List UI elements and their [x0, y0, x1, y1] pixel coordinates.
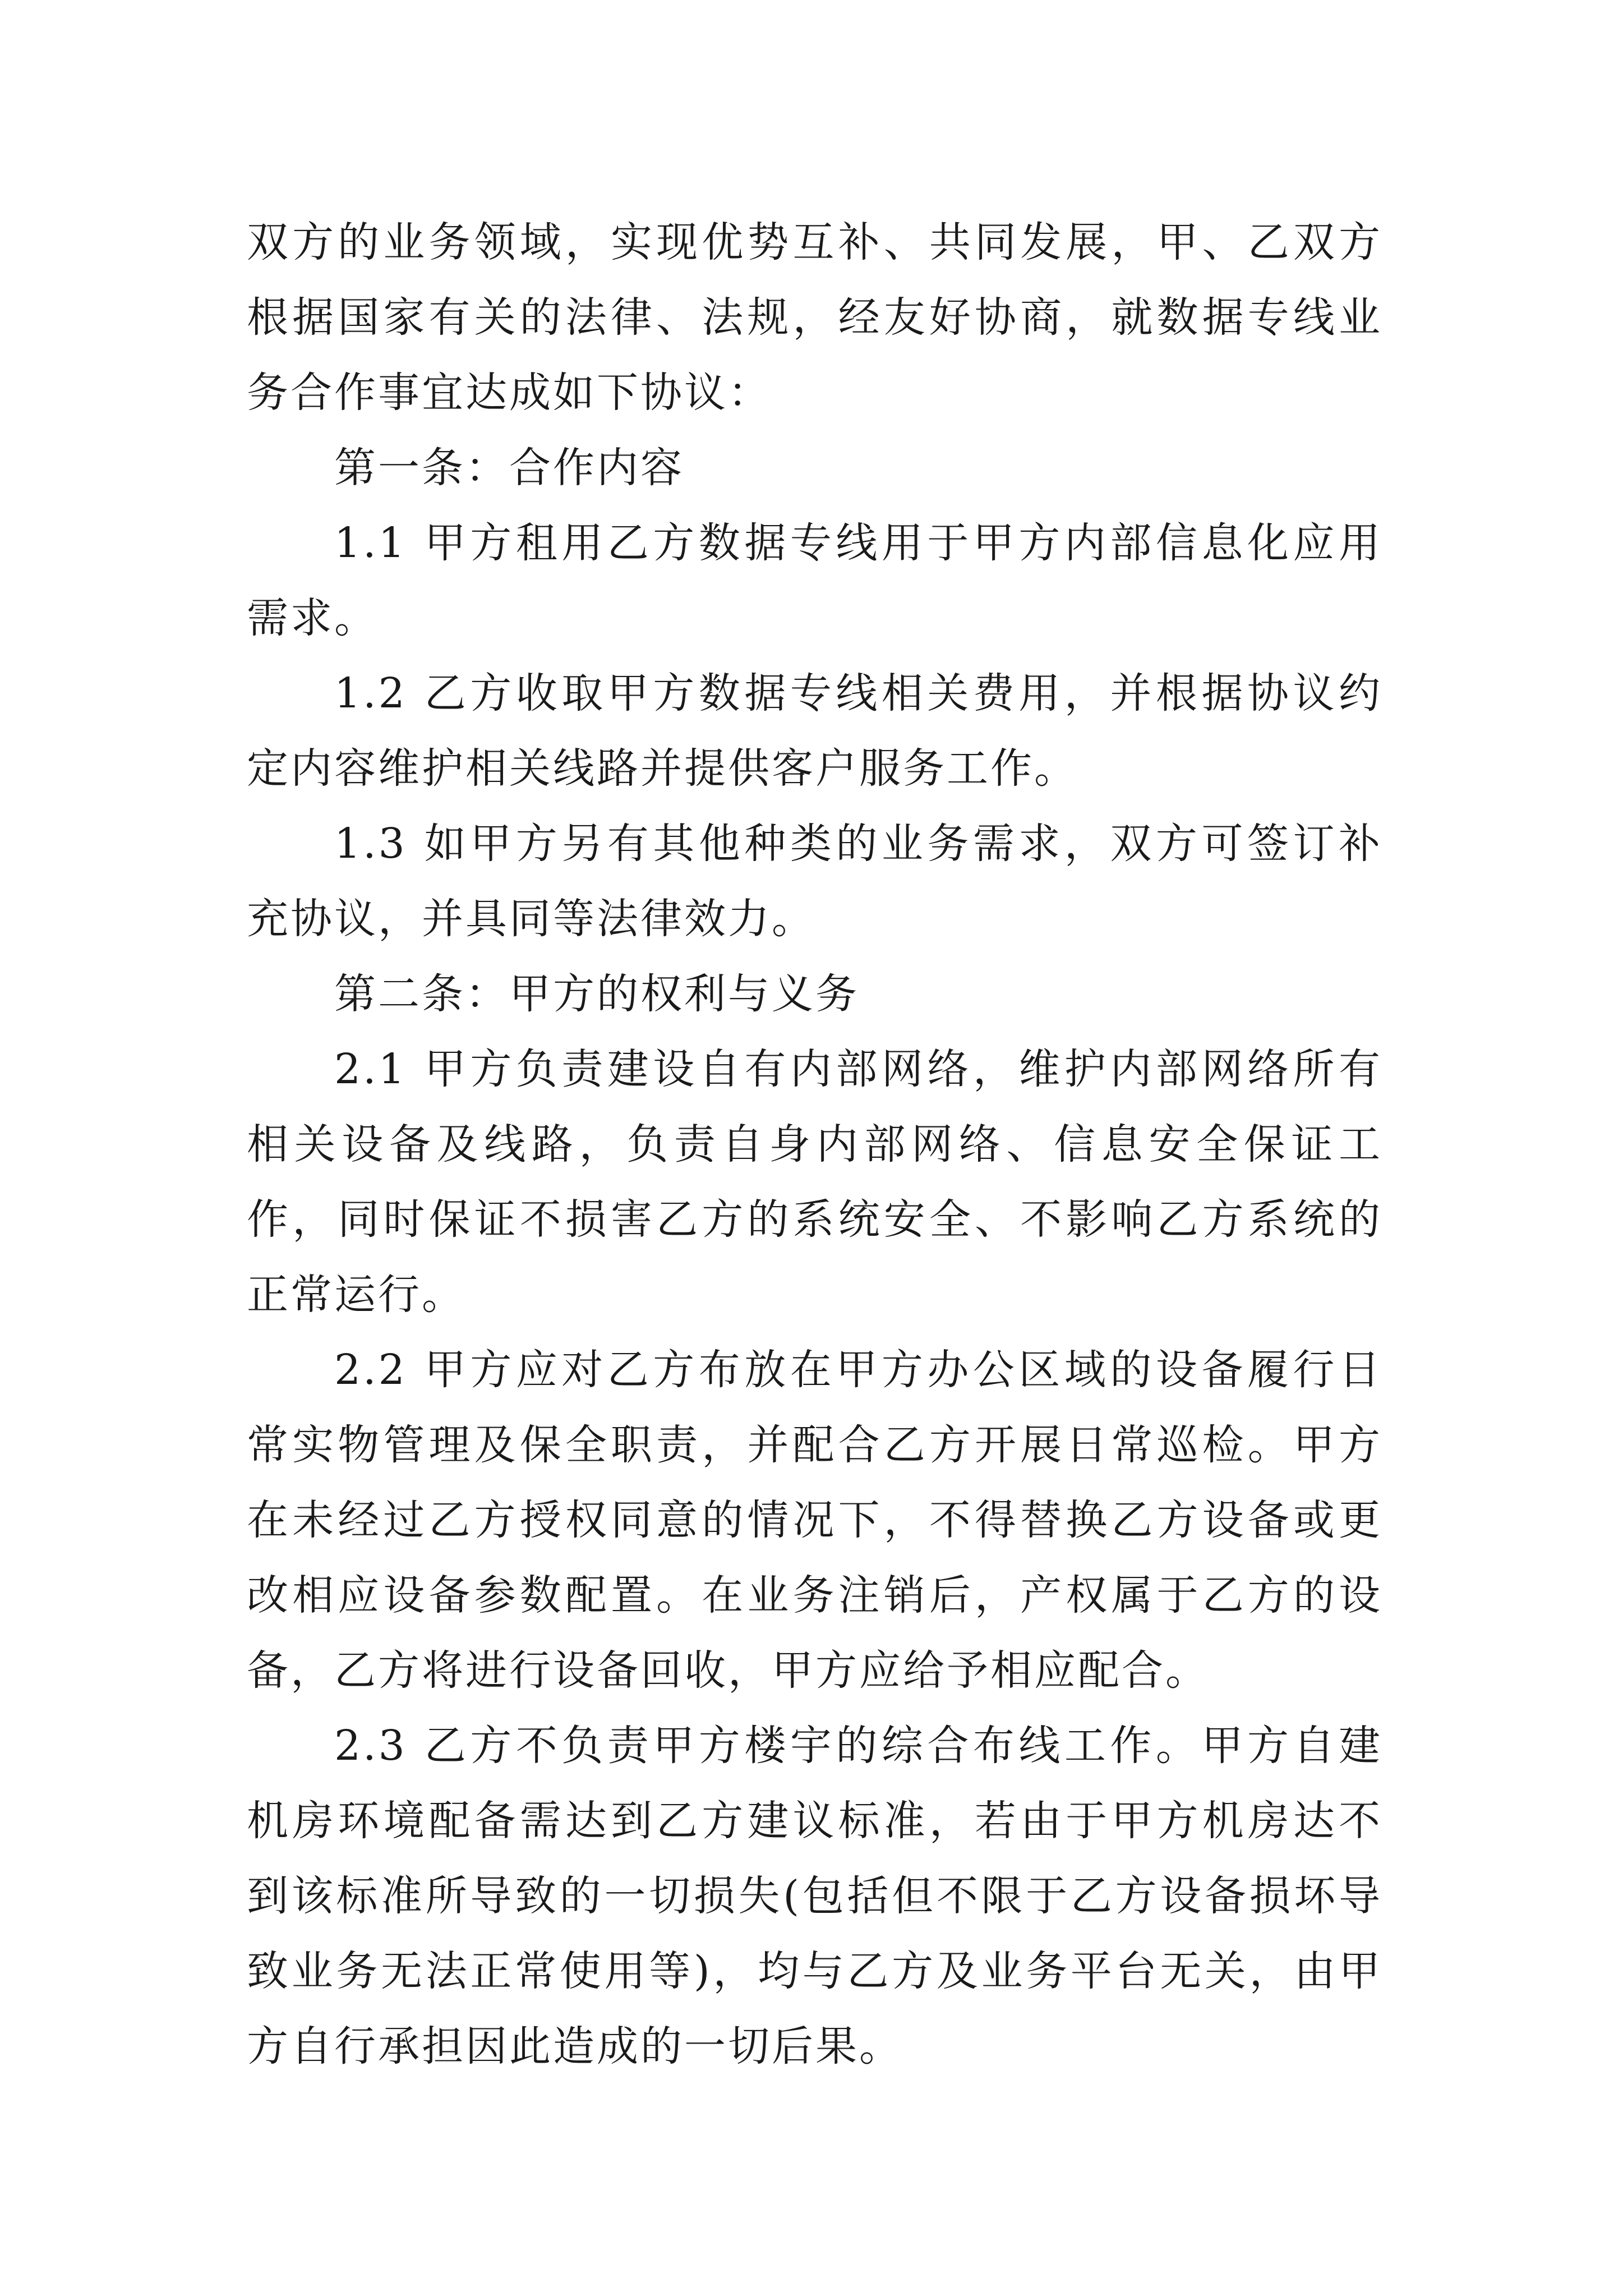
article-1-heading: 第一条：合作内容: [334, 444, 684, 492]
clause-1-1: 1.1 甲方租用乙方数据专线用于甲方内部信息化应用需求。: [247, 519, 1382, 642]
paragraph-intro-continuation: 双方的业务领域，实现优势互补、共同发展，甲、乙双方根据国家有关的法律、法规，经友好协商，就数据专线业务合作事宜达成如下协议：: [247, 218, 1382, 417]
clause-2-1: 2.1 甲方负责建设自有内部网络，维护内部网络所有相关设备及线路，负责自身内部网络、信息安全保证工作，同时保证不损害乙方的系统安全、不影响乙方系统的正常运行。: [247, 1045, 1382, 1319]
clause-1-3: 1.3 如甲方另有其他种类的业务需求，双方可签订补充协议，并具同等法律效力。: [247, 820, 1382, 943]
clause-2-3: 2.3 乙方不负责甲方楼宇的综合布线工作。甲方自建机房环境配备需达到乙方建议标准，若由于甲方机房达不到该标准所导致的一切损失(包括但不限于乙方设备损坏导致业务无法正常使用等)，均与乙方及业务平台无关，由甲方自行承担因此造成的一切后果。: [247, 1722, 1382, 2070]
clause-2-2: 2.2 甲方应对乙方布放在甲方办公区域的设备履行日常实物管理及保全职责，并配合乙方开展日常巡检。甲方在未经过乙方授权同意的情况下，不得替换乙方设备或更改相应设备参数配置。在业务注销后，产权属于乙方的设备，乙方将进行设备回收，甲方应给予相应配合。: [247, 1346, 1382, 1695]
article-2-heading: 第二条：甲方的权利与义务: [334, 970, 859, 1018]
document-body: [247, 205, 1382, 2084]
clause-1-2: 1.2 乙方收取甲方数据专线相关费用，并根据协议约定内容维护相关线路并提供客户服务工作。: [247, 669, 1382, 793]
